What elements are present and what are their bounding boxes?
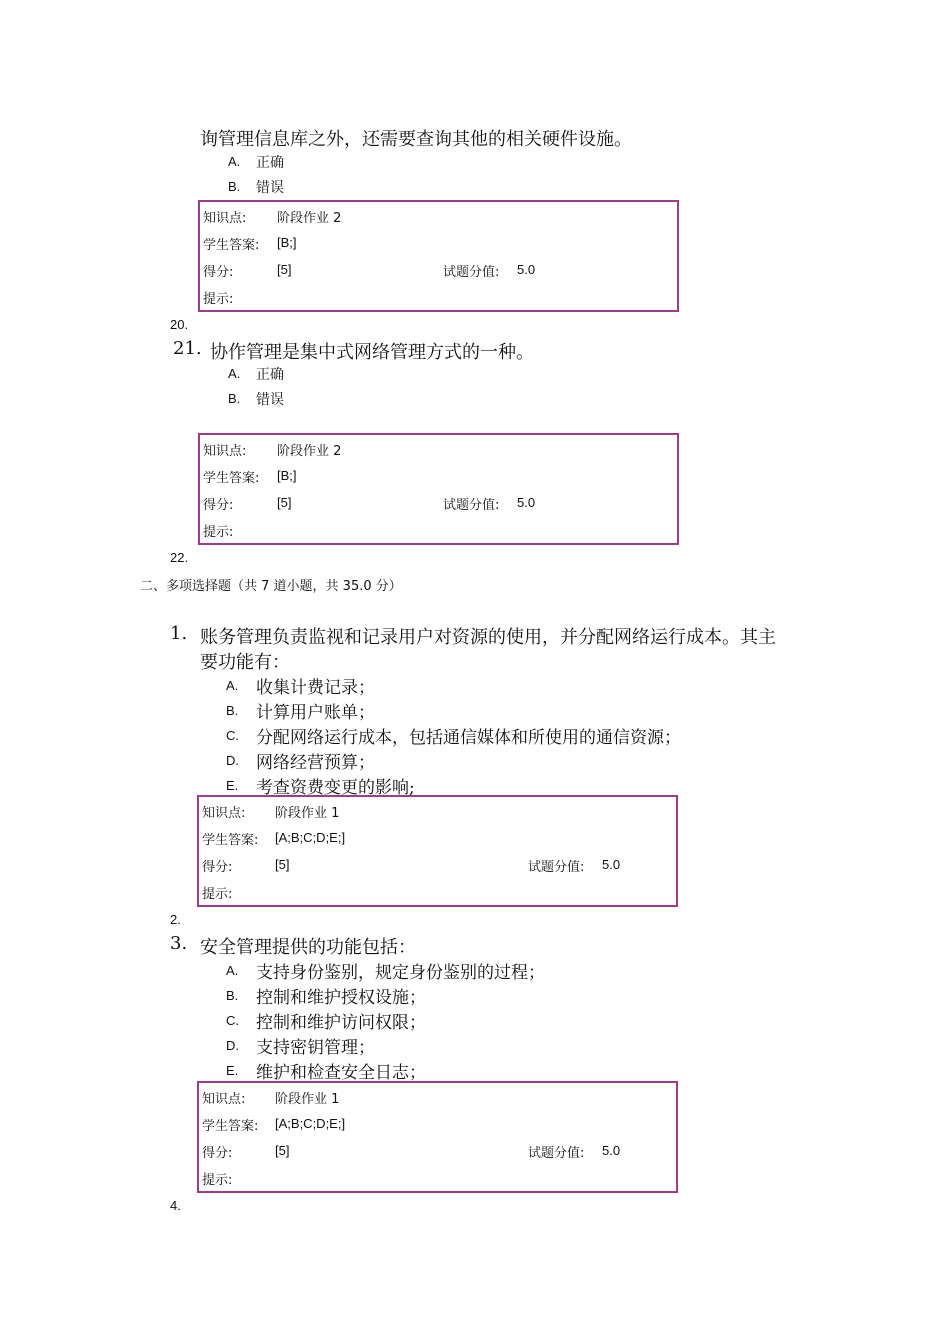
option-text: 控制和维护访问权限； (256, 1013, 426, 1033)
option-text: 错误 (256, 180, 284, 196)
hint-label: 提示: (202, 1173, 233, 1188)
option-text: 错误 (256, 392, 284, 408)
item-value-label: 试题分值: (443, 265, 500, 280)
question-number: 22. (170, 550, 189, 565)
question-number: 1. (170, 623, 188, 644)
option-text: 正确 (256, 367, 284, 383)
answer-label: 学生答案: (203, 238, 260, 253)
answer-value: [A;B;C;D;E;] (275, 830, 346, 845)
section-heading: 二、多项选择题（共 7 道小题，共 35.0 分） (140, 579, 402, 594)
option-text: 控制和维护授权设施； (256, 988, 426, 1008)
hint-label: 提示: (202, 887, 233, 902)
item-value-label: 试题分值: (443, 498, 500, 513)
score-value: [5] (277, 262, 292, 277)
item-value: 5.0 (517, 495, 536, 510)
question-number: 4. (170, 1198, 181, 1213)
question-number: 20. (170, 317, 189, 332)
hint-label: 提示: (203, 525, 234, 540)
option-letter: C. (226, 1013, 239, 1028)
option-letter: D. (226, 1038, 239, 1053)
option-letter: A. (228, 154, 241, 169)
question-stem-continued: 要功能有： (200, 652, 290, 673)
option-text: 计算用户账单； (256, 703, 375, 723)
answer-label: 学生答案: (202, 1119, 259, 1134)
option-text: 网络经营预算； (256, 753, 375, 773)
option-text: 分配网络运行成本，包括通信媒体和所使用的通信资源； (256, 728, 681, 748)
answer-value: [A;B;C;D;E;] (275, 1116, 346, 1131)
knowledge-value: 阶段作业 1 (275, 806, 340, 821)
hint-label: 提示: (203, 292, 234, 307)
item-value-label: 试题分值: (528, 1146, 585, 1161)
question-stem: 账务管理负责监视和记录用户对资源的使用，并分配网络运行成本。其主 (200, 627, 776, 648)
option-text: 维护和检查安全日志； (256, 1063, 426, 1083)
option-letter: D. (226, 753, 239, 768)
knowledge-label: 知识点: (202, 1092, 246, 1107)
question-number: 21. (173, 338, 202, 359)
question-stem: 安全管理提供的功能包括： (200, 937, 416, 958)
score-value: [5] (275, 857, 290, 872)
option-letter: A. (226, 678, 239, 693)
question-stem: 协作管理是集中式网络管理方式的一种。 (210, 342, 534, 363)
knowledge-label: 知识点: (202, 806, 246, 821)
answer-value: [B;] (277, 235, 297, 250)
knowledge-value: 阶段作业 1 (275, 1092, 340, 1107)
option-text: 支持身份鉴别，规定身份鉴别的过程； (256, 963, 545, 983)
answer-info-box (197, 795, 678, 907)
answer-label: 学生答案: (202, 833, 259, 848)
option-text: 支持密钥管理； (256, 1038, 375, 1058)
knowledge-value: 阶段作业 2 (277, 211, 342, 226)
score-value: [5] (277, 495, 292, 510)
option-letter: E. (226, 778, 239, 793)
item-value-label: 试题分值: (528, 860, 585, 875)
option-letter: A. (226, 963, 239, 978)
answer-info-box (197, 1081, 678, 1193)
question-number: 3. (170, 933, 188, 954)
knowledge-value: 阶段作业 2 (277, 444, 342, 459)
item-value: 5.0 (602, 1143, 621, 1158)
option-text: 收集计费记录； (256, 678, 375, 698)
question-stem: 询管理信息库之外，还需要查询其他的相关硬件设施。 (200, 129, 632, 150)
question-number: 2. (170, 912, 181, 927)
score-label: 得分: (203, 265, 234, 280)
option-letter: A. (228, 366, 241, 381)
option-text: 正确 (256, 155, 284, 171)
option-letter: E. (226, 1063, 239, 1078)
option-letter: B. (226, 988, 239, 1003)
answer-info-box (198, 200, 679, 312)
answer-label: 学生答案: (203, 471, 260, 486)
option-text: 考查资费变更的影响; (256, 778, 415, 798)
score-label: 得分: (202, 860, 233, 875)
score-label: 得分: (202, 1146, 233, 1161)
knowledge-label: 知识点: (203, 211, 247, 226)
answer-value: [B;] (277, 468, 297, 483)
score-value: [5] (275, 1143, 290, 1158)
score-label: 得分: (203, 498, 234, 513)
item-value: 5.0 (517, 262, 536, 277)
option-letter: B. (226, 703, 239, 718)
answer-info-box (198, 433, 679, 545)
knowledge-label: 知识点: (203, 444, 247, 459)
item-value: 5.0 (602, 857, 621, 872)
option-letter: B. (228, 391, 241, 406)
option-letter: C. (226, 728, 239, 743)
option-letter: B. (228, 179, 241, 194)
